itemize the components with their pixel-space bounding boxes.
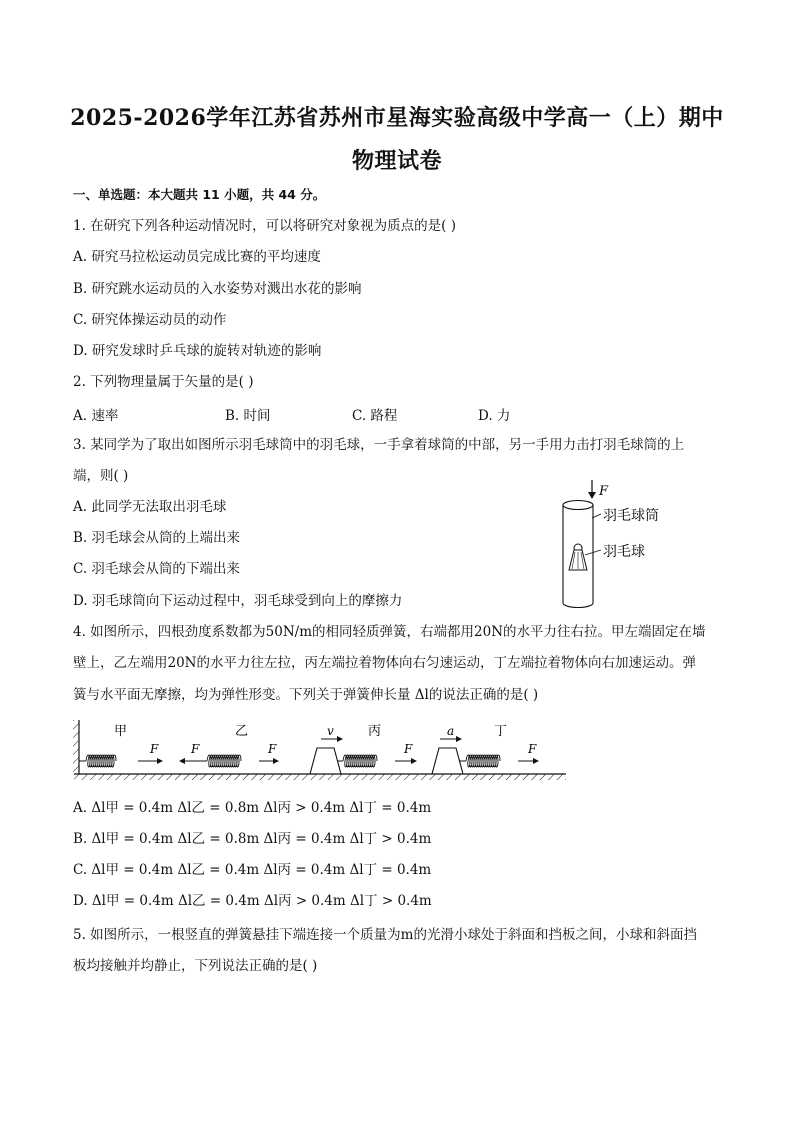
- spring-yi: [207, 755, 241, 767]
- arrow-yi-right-head: [273, 758, 279, 764]
- ball-label: 羽毛球: [603, 544, 645, 560]
- label-jia: 甲: [114, 724, 128, 739]
- tube-top: [563, 501, 593, 510]
- ground-hatch: [74, 774, 566, 780]
- q2-option-b: B. 时间: [225, 408, 271, 424]
- arrow-jia-head: [157, 758, 163, 764]
- arrow-yi-left-head: [179, 758, 185, 764]
- page-subtitle: 物理试卷: [351, 148, 442, 174]
- arrow-ding-head: [533, 758, 539, 764]
- q3-stem-line2: 端，则( ): [73, 468, 129, 484]
- q1-option-b: B. 研究跳水运动员的入水姿势对溅出水花的影响: [73, 281, 362, 297]
- q1-option-d: D. 研究发球时乒乓球的旋转对轨迹的影响: [73, 343, 322, 359]
- q1-option-a: A. 研究马拉松运动员完成比赛的平均速度: [73, 249, 321, 265]
- force-jia: F: [150, 742, 159, 756]
- label-yi: 乙: [235, 724, 249, 739]
- q4-option-c: C. Δl甲 = 0.4m Δl乙 = 0.4m Δl丙 = 0.4m Δl丁 = 0.4m: [73, 862, 432, 878]
- force-label: F: [599, 484, 609, 499]
- force-yi-left: F: [191, 742, 200, 756]
- acceleration-arrow-head: [456, 736, 462, 742]
- q4-option-b: B. Δl甲 = 0.4m Δl乙 = 0.8m Δl丙 = 0.4m Δl丁 > 0.4m: [73, 831, 432, 847]
- q3-stem-line1: 3. 某同学为了取出如图所示羽毛球筒中的羽毛球，一手拿着球筒的中部，另一手用力击打羽毛球筒的上: [73, 437, 685, 453]
- q4-option-a: A. Δl甲 = 0.4m Δl乙 = 0.8m Δl丙 > 0.4m Δl丁 = 0.4m: [73, 800, 432, 816]
- q2-option-c: C. 路程: [352, 408, 398, 424]
- block-bing: [310, 748, 341, 774]
- q3-option-c: C. 羽毛球会从筒的下端出来: [73, 561, 240, 577]
- q4-stem-line3: 簧与水平面无摩擦，均为弹性形变。下列关于弹簧伸长量 Δl的说法正确的是( ): [73, 687, 539, 703]
- acceleration-label: a: [447, 724, 455, 738]
- q3-option-d: D. 羽毛球筒向下运动过程中，羽毛球受到向上的摩擦力: [73, 593, 403, 609]
- label-bing: 丙: [368, 724, 382, 739]
- force-bing: F: [404, 742, 413, 756]
- arrow-bing-head: [411, 758, 417, 764]
- q3-option-b: B. 羽毛球会从筒的上端出来: [73, 530, 241, 546]
- tube-bottom: [563, 603, 593, 608]
- q4-option-d: D. Δl甲 = 0.4m Δl乙 = 0.4m Δl丙 > 0.4m Δl丁 > 0.4m: [73, 893, 432, 909]
- q4-stem-line2: 壁上，乙左端用20N的水平力往左拉，丙左端拉着物体向右匀速运动，丁左端拉着物体向右加速运动。弹: [73, 655, 696, 671]
- label-ding: 丁: [494, 724, 508, 739]
- velocity-label: v: [327, 724, 334, 738]
- q2-stem: 2. 下列物理量属于矢量的是( ): [73, 374, 254, 390]
- q1-option-c: C. 研究体操运动员的动作: [73, 312, 227, 328]
- section-heading: 一、单选题：本大题共 11 小题，共 44 分。: [73, 187, 326, 202]
- force-ding: F: [528, 742, 537, 756]
- force-yi-right: F: [268, 742, 277, 756]
- q2-option-a: A. 速率: [73, 408, 119, 424]
- wall-hatch: [73, 720, 79, 774]
- q3-figure: [548, 478, 698, 613]
- velocity-arrow-head: [337, 736, 343, 742]
- q1-stem: 1. 在研究下列各种运动情况时，可以将研究对象视为质点的是( ): [73, 218, 456, 234]
- tube-label: 羽毛球筒: [603, 508, 659, 524]
- q3-option-a: A. 此同学无法取出羽毛球: [73, 499, 227, 515]
- force-arrow-head: [588, 492, 596, 499]
- spring-jia: [86, 755, 116, 767]
- q5-stem-line2: 板均接触并均静止，下列说法正确的是( ): [73, 958, 318, 974]
- spring-ding: [466, 755, 500, 767]
- block-ding: [432, 748, 463, 774]
- q2-option-d: D. 力: [478, 408, 511, 424]
- q5-stem-line1: 5. 如图所示，一根竖直的弹簧悬挂下端连接一个质量为m的光滑小球处于斜面和挡板之间，小球和斜面挡: [73, 927, 697, 943]
- q4-stem-line1: 4. 如图所示，四根劲度系数都为50N/m的相同轻质弹簧，右端都用20N的水平力往右拉。甲左端固定在墙: [73, 624, 706, 640]
- page-title: 2025-2026学年江苏省苏州市星海实验高级中学高一（上）期中: [70, 105, 724, 131]
- q4-figure: [70, 715, 570, 787]
- spring-bing: [343, 755, 377, 767]
